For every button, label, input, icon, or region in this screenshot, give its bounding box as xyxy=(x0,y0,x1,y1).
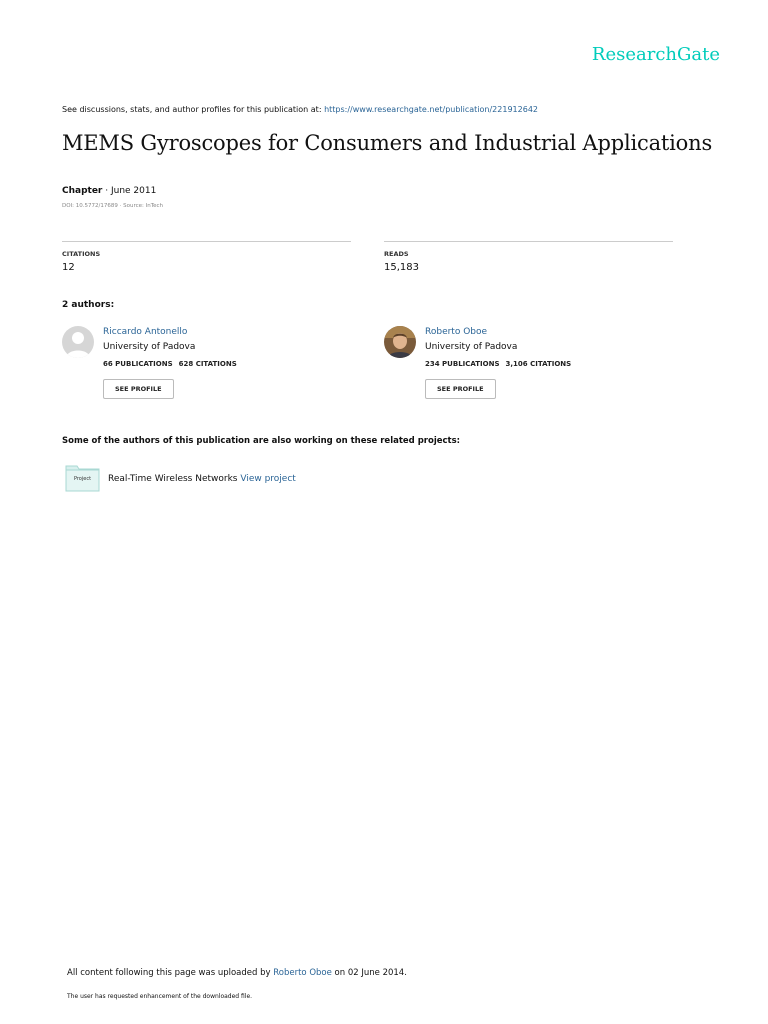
author-affiliation: University of Padova xyxy=(103,342,196,352)
reads-label: READS xyxy=(384,250,409,258)
author-affiliation: University of Padova xyxy=(425,342,518,352)
default-user-icon xyxy=(62,326,94,358)
author-avatar-placeholder[interactable] xyxy=(62,326,94,358)
project-badge-label: Project xyxy=(73,476,92,482)
author-name-link[interactable]: Riccardo Antonello xyxy=(103,327,188,337)
see-profile-button[interactable]: SEE PROFILE xyxy=(425,379,496,399)
related-project-item xyxy=(108,474,296,484)
reads-count: 15,183 xyxy=(384,262,419,273)
upload-prefix: All content following this page was uploaded by xyxy=(67,968,274,978)
profile-notice-text: See discussions, stats, and author profiles for this publication at: xyxy=(62,105,325,114)
project-name: Real-Time Wireless Networks xyxy=(108,474,241,484)
doi-source-line: DOI: 10.5772/17689 · Source: InTech xyxy=(62,203,164,209)
authors-heading: 2 authors: xyxy=(62,300,115,310)
reads-divider xyxy=(384,241,673,242)
author-stats xyxy=(103,360,237,368)
related-projects-heading: Some of the authors of this publication are also working on these related projects: xyxy=(62,436,461,446)
enhancement-note: The user has requested enhancement of the downloaded file. xyxy=(67,993,253,1000)
author-name-link[interactable]: Roberto Oboe xyxy=(425,327,488,337)
author-publications-count: 234 PUBLICATIONS xyxy=(425,360,500,368)
author-photo[interactable] xyxy=(384,326,416,358)
publication-url-link[interactable]: https://www.researchgate.net/publication/221912642 xyxy=(324,105,538,114)
publication-type: Chapter xyxy=(62,186,103,196)
publication-meta xyxy=(62,186,156,196)
upload-notice xyxy=(67,968,407,978)
see-profile-button[interactable]: SEE PROFILE xyxy=(103,379,174,399)
publication-title: MEMS Gyroscopes for Consumers and Industrial Applications xyxy=(62,131,713,155)
citations-divider xyxy=(62,241,351,242)
author-portrait-icon xyxy=(384,326,416,358)
author-citations-count: 628 CITATIONS xyxy=(178,360,237,368)
author-stats xyxy=(425,360,571,368)
citations-label: CITATIONS xyxy=(62,250,101,258)
citations-count: 12 xyxy=(62,262,75,273)
author-publications-count: 66 PUBLICATIONS xyxy=(103,360,173,368)
publication-date: · June 2011 xyxy=(102,186,157,196)
researchgate-logo[interactable]: ResearchGate xyxy=(591,44,720,65)
view-project-link[interactable]: View project xyxy=(240,474,296,484)
uploader-link[interactable]: Roberto Oboe xyxy=(273,968,332,978)
upload-date: on 02 June 2014. xyxy=(331,968,407,978)
profile-notice xyxy=(62,105,538,114)
project-folder-icon xyxy=(65,463,100,492)
author-citations-count: 3,106 CITATIONS xyxy=(505,360,572,368)
